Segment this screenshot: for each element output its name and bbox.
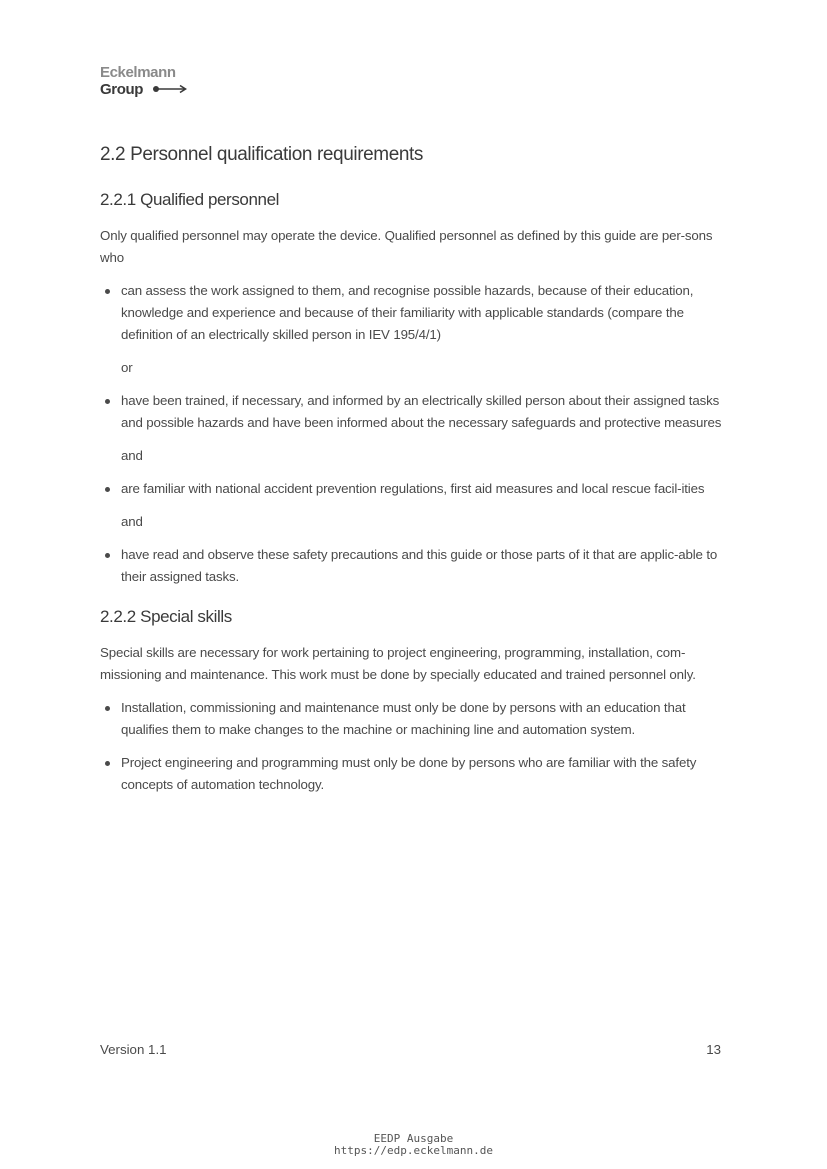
logo-wordmark-eckelmann: Eckelmann [100,64,176,81]
qualified-personnel-intro: Only qualified personnel may operate the device. Qualified personnel as defined by this guide are per-sons who [100,228,713,265]
qualified-personnel-list-part-3 [100,478,725,500]
list-item: Project engineering and programming must only be done by persons who are familiar with the safety concepts of automation technology. [100,752,725,796]
arrow-right-icon [152,84,188,94]
section-heading: 2.2 Personnel qualification requirements [100,144,424,165]
document-version: Version 1.1 [100,1042,167,1057]
print-stamp [0,1133,827,1157]
list-item: have been trained, if necessary, and informed by an electrically skilled person about their assigned tasks and possible hazards and have been informed about the necessary safeguards and protective measures [100,390,725,434]
qualified-personnel-list [100,280,725,346]
list-item: have read and observe these safety precautions and this guide or those parts of it that are applic-able to their assigned tasks. [100,544,725,588]
company-logo [100,64,200,100]
special-skills-list [100,697,725,796]
list-item: are familiar with national accident prevention regulations, first aid measures and local rescue facil-ities [100,478,725,500]
list-connector-and: and [121,514,143,529]
special-skills-intro: Special skills are necessary for work pertaining to project engineering, programming, installation, com-missioning and maintenance. This work must be done by specially educated and trained personnel only. [100,645,696,682]
list-item: Installation, commissioning and maintenance must only be done by persons with an education that qualifies them to make changes to the machine or machining line and automation system. [100,697,725,741]
qualified-personnel-list-part-4 [100,544,725,588]
qualified-personnel-list-part-2 [100,390,725,434]
subsection-heading-special-skills: 2.2.2 Special skills [100,607,232,626]
list-item: can assess the work assigned to them, and recognise possible hazards, because of their education, knowledge and experience and because of their familiarity with applicable standards (compare the definition of an electrically skilled person in IEV 195/4/1) [100,280,725,346]
logo-wordmark-group: Group [100,81,143,98]
page-number: 13 [706,1042,721,1057]
stamp-title: EEDP Ausgabe [373,1132,454,1145]
subsection-heading-qualified-personnel: 2.2.1 Qualified personnel [100,190,280,209]
document-body [100,140,725,796]
stamp-url: https://edp.eckelmann.de [334,1144,493,1157]
list-connector-or: or [121,360,133,375]
list-connector-and: and [121,448,143,463]
